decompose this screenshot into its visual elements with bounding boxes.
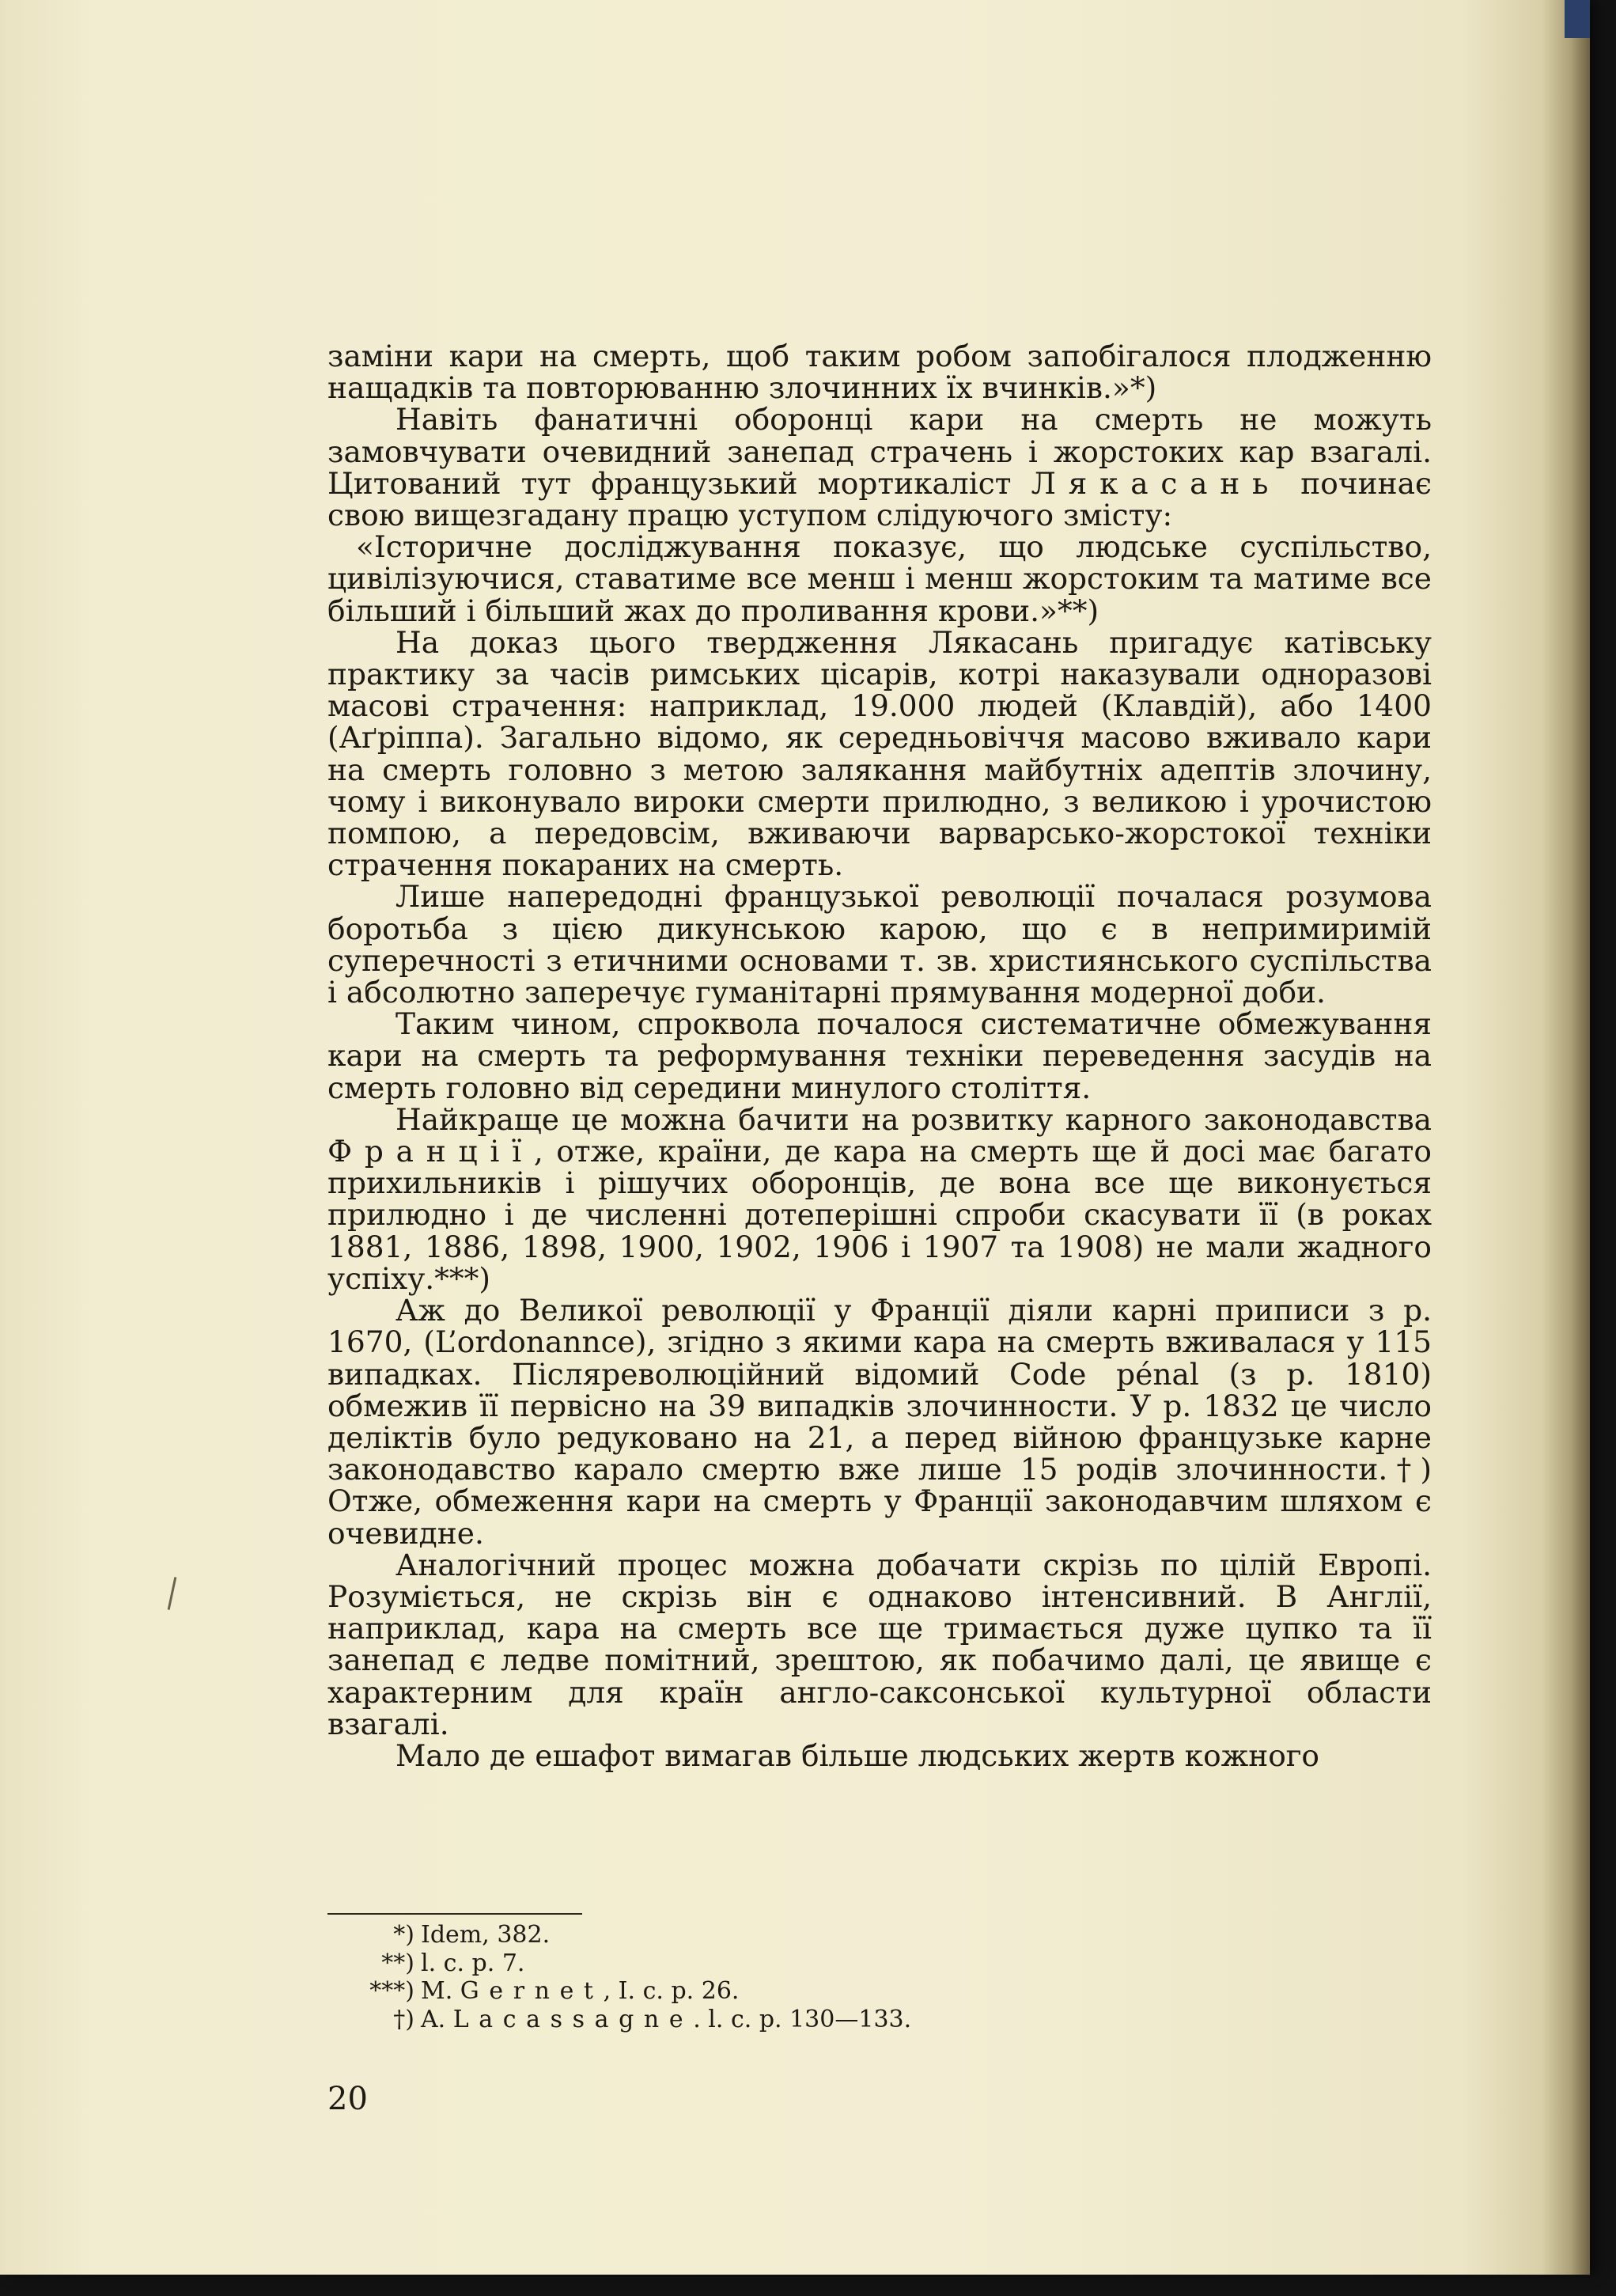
paragraph-5: Лише напередодні французької революції почалася розумова боротьба з цією дикунською карою, що є в непримиримій суперечності з етичними основами т. зв. християнського суспільства і абсолютно заперечує гуманітарні прямування модерної доби. xyxy=(327,879,1432,1010)
paragraph-6: Таким чином, спроквола почалося систематичне обмежування кари на смерть та реформування техніки переведення засудів на смерть головно від середини минулого століття. xyxy=(327,1006,1432,1105)
paragraph-7: Найкраще це можна бачити на розвитку карного законодавства Франції, отже, країни, де кара на смерть ще й досі має багато прихильників і рішучих оборонців, де вона все ще виконується прилюдно і де численні дотеперішні спроби скасувати її (в роках 1881, 1886, 1898, 1900, 1902, 1906 і 1907 та 1908) не мали жадного успіху.***) xyxy=(327,1101,1432,1296)
footnote xyxy=(327,1949,1039,1978)
footnote-mark: †) xyxy=(393,2005,414,2033)
paragraph-8: Аж до Великої революції у Франції діяли карні приписи з р. 1670, (L’ordonannce), згідно з якими кара на смерть вживалася у 115 випадках. Післяреволюційний відомий Code pénal (з р. 1810) обмежив її первісно на 39 випадків злочинности. У р. 1832 це число деліктів було редуковано на 21, а перед війною французьке карне законодавство карало смертю вже лише 15 родів злочинности.†) Отже, обмеження кари на смерть у Франції законодавчим шляхом є очевидне. xyxy=(327,1293,1432,1551)
spaced-name: Франції xyxy=(327,1134,534,1169)
paragraph-2: Навіть фанатичні оборонці кари на смерть не можуть замовчувати очевидний занепад страчень і жорстоких кар взагалі. Цитований тут французький мортикаліст Лякасань починає свою вищезгадану працю уступом слідуючого змісту: xyxy=(327,402,1432,533)
footnote-rule xyxy=(327,1913,582,1915)
page-number: 20 xyxy=(327,2081,368,2117)
spaced-name: Лякасань xyxy=(1031,465,1281,501)
footnote-text: A. Lacassagne. l. c. p. 130—133. xyxy=(421,2005,912,2033)
paragraph-4: На доказ цього твердження Лякасань пригадує катівську практику за часів римських цісарів, котрі наказували одноразові масові страчення: наприклад, 19.000 людей (Клавдій), або 1400 (Аґріппа). Загально відомо, як середньовіччя масово вживало кари на смерть головно з метою залякання майбутніх адептів злочину, чому і виконувало вироки смерти прилюдно, з великою і урочистою помпою, а передовсім, вживаючи варварсько-жорстокої техніки страчення покараних на смерть. xyxy=(327,624,1432,883)
paragraph-quote: «Історичне досліджування показує, що людське суспільство, цивілізуючися, ставатиме все менш і менш жорстоким та матиме все більший і більший жах до проливання крови.»**) xyxy=(327,529,1432,628)
footnote-text: Idem, 382. xyxy=(421,1921,551,1949)
page-edge-shadow xyxy=(1542,0,1590,2275)
footnote-mark: ***) xyxy=(369,1977,414,2005)
footnotes xyxy=(327,1921,1039,2033)
footnote-text: M. Gernet, I. c. p. 26. xyxy=(421,1977,740,2005)
footnote xyxy=(327,1921,1039,1949)
pencil-mark xyxy=(168,1577,177,1610)
cover-corner xyxy=(1565,0,1590,38)
spaced-name: Lacassagne xyxy=(452,2005,694,2033)
paragraph-9: Аналогічний процес можна добачати скрізь по цілій Европі. Розуміється, не скрізь він є однаково інтенсивний. В Англії, наприклад, кара на смерть все ще тримається дуже цупко та її занепад є ледве помітний, зрештою, як побачимо далі, це явище є характерним для країн англо-саксонської культурної области взагалі. xyxy=(327,1547,1432,1741)
paragraph-10: Мало де ешафот вимагав більше людських жертв кожного xyxy=(395,1737,1319,1773)
footnote-mark: **) xyxy=(381,1949,414,1977)
spaced-name: Gernet xyxy=(460,1977,604,2005)
footnote xyxy=(327,2006,1039,2034)
footnote xyxy=(327,1977,1039,2006)
footnote-text: l. c. p. 7. xyxy=(421,1949,525,1977)
paragraph-1: заміни кари на смерть, щоб таким робом запобігалося плодженню нащадків та повторюванню злочинних їх вчинків.»*) xyxy=(327,339,1432,406)
footnote-mark: *) xyxy=(393,1921,414,1949)
body-text xyxy=(327,340,1432,1771)
